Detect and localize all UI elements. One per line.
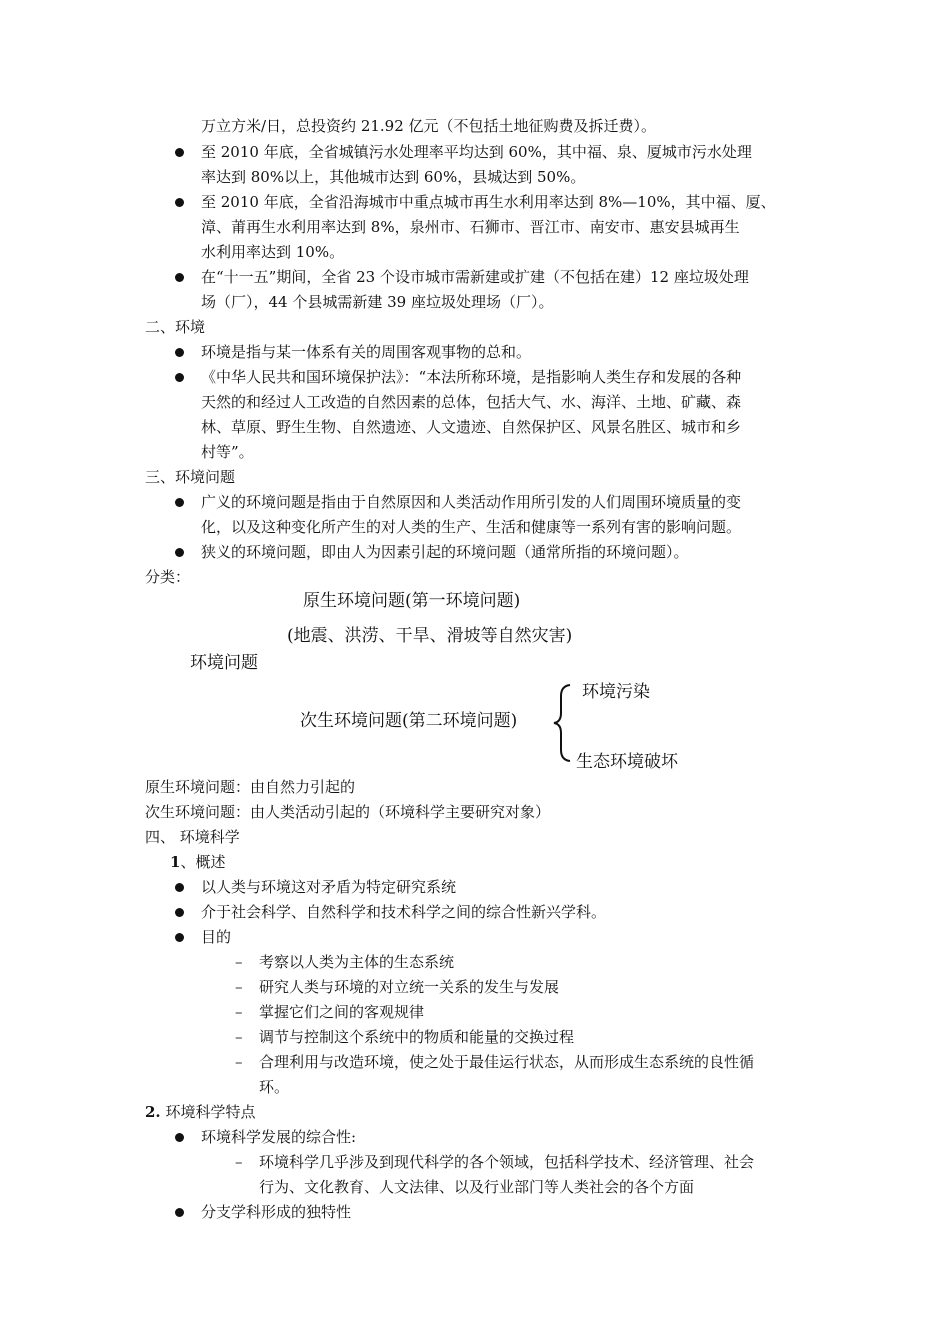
dash-icon: – <box>235 1053 243 1071</box>
bullet-icon <box>175 373 184 382</box>
list-item-text: 环境是指与某一体系有关的周围客观事物的总和。 <box>201 343 532 361</box>
section-heading: 三、环境问题 <box>145 468 236 486</box>
list-item-text: 率达到 80%以上，其他城市达到 60%，县城达到 50%。 <box>201 168 586 186</box>
diagram-primary-examples: (地震、洪涝、干旱、滑坡等自然灾害) <box>287 626 573 646</box>
list-item-text: 化，以及这种变化所产生的对人类的生产、生活和健康等一系列有害的影响问题。 <box>201 518 742 536</box>
bullet-icon <box>175 148 184 157</box>
section-heading: 四、 环境科学 <box>145 828 240 846</box>
subsection-number: 2. <box>145 1103 161 1121</box>
dash-icon: – <box>235 978 243 996</box>
list-item-text: 漳、莆再生水利用率达到 8%，泉州市、石狮市、晋江市、南安市、惠安县城再生 <box>201 218 740 236</box>
sub-list-item-text: 合理利用与改造环境，使之处于最佳运行状态，从而形成生态系统的良性循 <box>259 1053 755 1071</box>
definition-line: 原生环境问题：由自然力引起的 <box>145 778 356 796</box>
dash-icon: – <box>235 1003 243 1021</box>
list-item-text: 环境科学发展的综合性: <box>201 1128 357 1146</box>
bullet-icon <box>175 498 184 507</box>
bullet-icon <box>175 273 184 282</box>
diagram-secondary-node: 次生环境问题(第二环境问题) <box>300 711 518 731</box>
diagram-root-node: 环境问题 <box>190 653 258 673</box>
list-item-text: 目的 <box>201 928 232 946</box>
bullet-icon <box>175 548 184 557</box>
list-item-text: 狭义的环境问题，即由人为因素引起的环境问题（通常所指的环境问题）。 <box>201 543 689 561</box>
list-item-text: 《中华人民共和国环境保护法》：“本法所称环境，是指影响人类生存和发展的各种 <box>201 368 742 386</box>
dash-icon: – <box>235 1028 243 1046</box>
sub-list-item-text: 掌握它们之间的客观规律 <box>259 1003 425 1021</box>
bullet-icon <box>175 198 184 207</box>
list-item-text: 场（厂），44 个县城需新建 39 座垃圾处理场（厂）。 <box>201 293 554 311</box>
subsection-number: 1 <box>170 853 181 871</box>
bullet-icon <box>175 933 184 942</box>
sub-list-item-text: 环。 <box>259 1078 290 1096</box>
list-item-text: 天然的和经过人工改造的自然因素的总体，包括大气、水、海洋、土地、矿藏、森 <box>201 393 742 411</box>
subsection-heading <box>145 1102 255 1122</box>
list-item-text: 水利用率达到 10%。 <box>201 243 345 261</box>
list-item-text: 广义的环境问题是指由于自然原因和人类活动作用所引发的人们周围环境质量的变 <box>201 493 742 511</box>
list-item-text: 村等”。 <box>201 443 254 461</box>
sub-list-item-text: 行为、文化教育、人文法律、以及行业部门等人类社会的各个方面 <box>259 1178 695 1196</box>
list-item-text: 至 2010 年底，全省城镇污水处理率平均达到 60%，其中福、泉、厦城市污水处理 <box>201 143 752 161</box>
definition-line: 次生环境问题：由人类活动引起的（环境科学主要研究对象） <box>145 803 551 821</box>
subsection-title: 环境科学特点 <box>165 1103 256 1121</box>
bullet-icon <box>175 883 184 892</box>
bullet-icon <box>175 348 184 357</box>
list-item-text: 至 2010 年底，全省沿海城市中重点城市再生水利用率达到 8%—10%，其中福、厦、 <box>201 193 776 211</box>
list-item-text: 林、草原、野生生物、自然遗迹、人文遗迹、自然保护区、风景名胜区、城市和乡 <box>201 418 742 436</box>
bullet-icon <box>175 1133 184 1142</box>
subsection-heading <box>170 852 225 872</box>
diagram-pollution-node: 环境污染 <box>582 682 650 702</box>
sub-list-item-text: 环境科学几乎涉及到现代科学的各个领域，包括科学技术、经济管理、社会 <box>259 1153 755 1171</box>
classification-label: 分类： <box>145 568 191 586</box>
list-item-text: 在“十一五”期间，全省 23 个设市城市需新建或扩建（不包括在建）12 座垃圾处理 <box>201 268 749 286</box>
dash-icon: – <box>235 1153 243 1171</box>
curly-brace-icon <box>550 682 578 764</box>
list-item-text: 以人类与环境这对矛盾为特定研究系统 <box>201 878 457 896</box>
bullet-icon <box>175 1208 184 1217</box>
sub-list-item-text: 研究人类与环境的对立统一关系的发生与发展 <box>259 978 560 996</box>
subsection-title: 、概述 <box>180 853 226 871</box>
diagram-damage-node: 生态环境破坏 <box>576 752 678 772</box>
sub-list-item-text: 考察以人类为主体的生态系统 <box>259 953 455 971</box>
list-item-text: 介于社会科学、自然科学和技术科学之间的综合性新兴学科。 <box>201 903 607 921</box>
dash-icon: – <box>235 953 243 971</box>
continuation-line: 万立方米/日，总投资约 21.92 亿元（不包括土地征购费及拆迁费）。 <box>201 117 657 135</box>
sub-list-item-text: 调节与控制这个系统中的物质和能量的交换过程 <box>259 1028 575 1046</box>
bullet-icon <box>175 908 184 917</box>
diagram-primary-node: 原生环境问题(第一环境问题) <box>303 591 521 611</box>
section-heading: 二、环境 <box>145 318 206 336</box>
list-item-text: 分支学科形成的独特性 <box>201 1203 352 1221</box>
